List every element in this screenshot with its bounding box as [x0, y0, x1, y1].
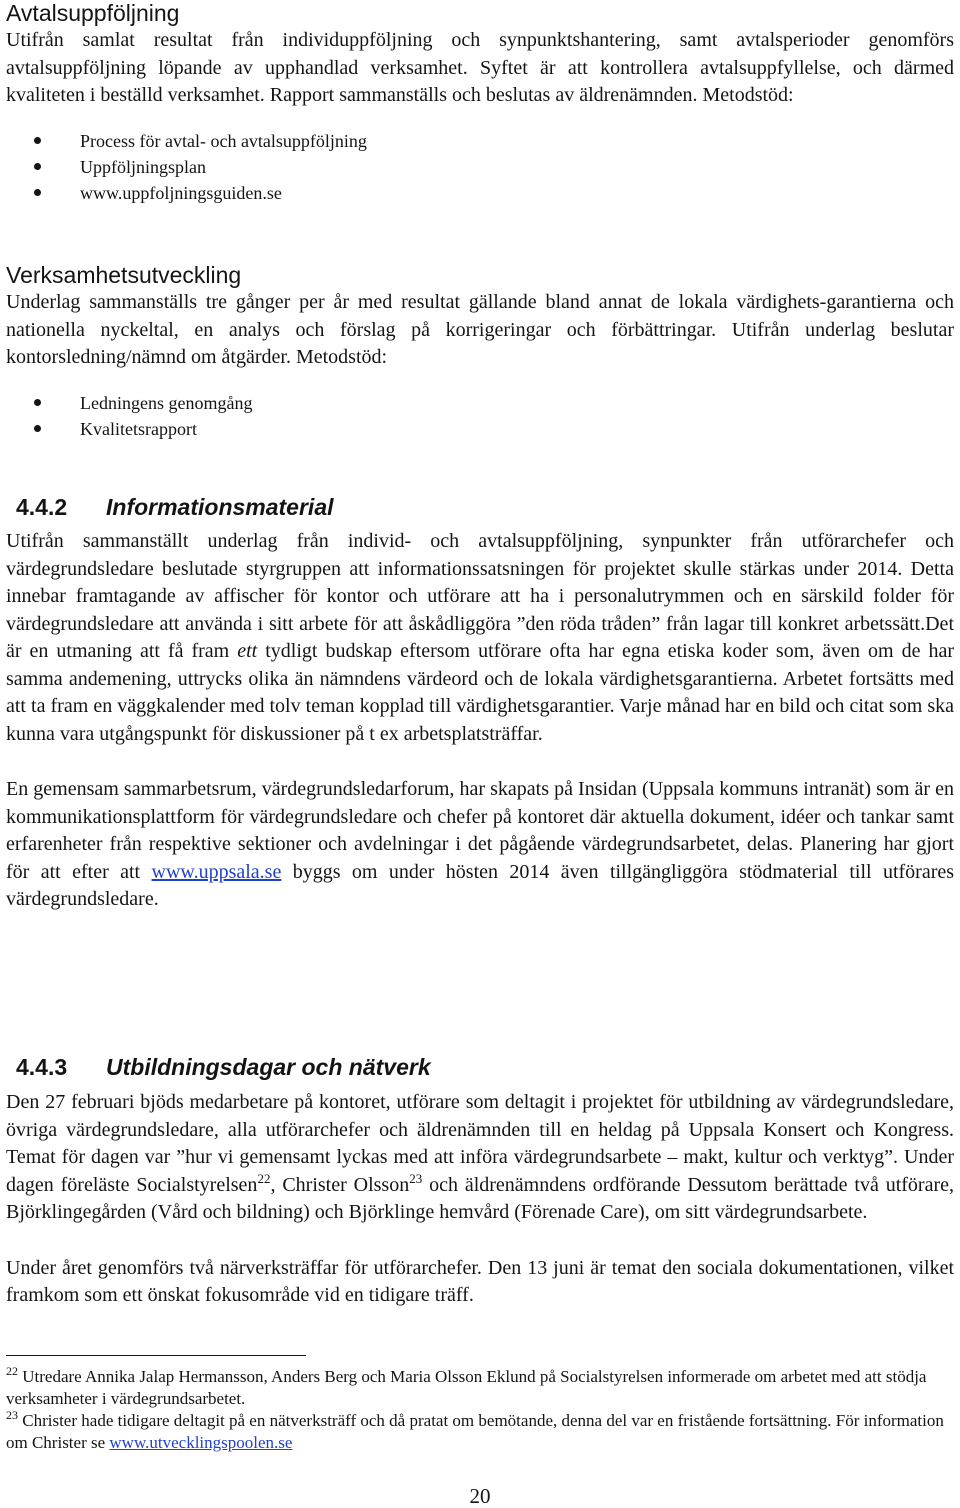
footnote-divider	[6, 1355, 306, 1356]
section-4-4-3	[6, 1054, 954, 1310]
paragraph: En gemensam sammarbetsrum, värdegrundsledarforum, har skapats på Insidan (Uppsala kommuns intranät) som är en kommunikationsplattform för värdegrundsledare och chefer på kontoret där aktuella dokument, idéer och tankar samt erfarenheter från respektive sektioner och avdelningar i det pågående värdegrundsarbetet, delas. Planering har gjort för att efter att www.uppsala.se byggs om under hösten 2014 även tillgängliggöra stödmaterial till utförares värdegrundsledare.	[6, 778, 955, 910]
footnote-ref: 23	[409, 1170, 423, 1186]
section-number: 4.4.3	[16, 1054, 68, 1080]
paragraph: Utifrån samlat resultat från individuppföljning och synpunktshantering, samt avtalsperioder genomförs avtalsuppföljning löpande av upphandlad verksamhet. Syftet är att kontrollera avtalsuppfyllelse, och därmed kvaliteten i beställd verksamhet. Rapport sammanställs och beslutas av äldrenämnden. Metodstöd:	[6, 29, 954, 107]
section-number: 4.4.2	[16, 494, 68, 520]
section-title: Informationsmaterial	[106, 494, 334, 520]
bullet-icon	[34, 399, 41, 406]
section-heading	[6, 1054, 954, 1081]
list-item: Kvalitetsrapport	[6, 416, 954, 442]
list-item: www.uppfoljningsguiden.se	[6, 180, 954, 206]
bullet-icon	[34, 425, 41, 432]
section-verksamhetsutveckling	[6, 262, 954, 442]
paragraph: Underlag sammanställs tre gånger per år med resultat gällande bland annat de lokala värdighets-garantierna och nationella nyckeltal, en analys och förslag på korrigeringar och förbättringar. Utifrån underlag beslutar kontorsledning/nämnd om åtgärder. Metodstöd:	[6, 291, 954, 369]
footnote-number: 22	[6, 1364, 18, 1378]
section-heading	[6, 494, 954, 521]
footnotes	[6, 1366, 954, 1454]
section-avtalsuppfoljning	[6, 0, 954, 206]
footnote-number: 23	[6, 1408, 18, 1422]
utvecklingspoolen-link[interactable]: www.utvecklingspoolen.se	[109, 1433, 293, 1452]
bullet-list	[6, 390, 954, 442]
section-heading: Verksamhetsutveckling	[6, 262, 242, 288]
bullet-icon	[34, 163, 41, 170]
list-item: Ledningens genomgång	[6, 390, 954, 416]
footnote: $^{22}$ Utredare Annika Jalap Hermansson, Anders Berg och Maria Olsson Eklund på Socialstyrelsen informerade om arbetet med att stödja verksamheter i värdegrundsarbetet.	[6, 1364, 927, 1408]
bullet-icon	[34, 189, 41, 196]
bullet-list	[6, 128, 954, 206]
paragraph: Utifrån sammanställt underlag från individ- och avtalsuppföljning, synpunkter från utförarchefer och värdegrundsledare beslutade styrgruppen att informationssatsningen för projektet skulle stärkas under 2014. Detta innebar framtagande av affischer för kontor och utförare att ha i personalutrymmen och en särskild folder för värdegrundsledare att använda i sitt arbete för att åskådliggöra ”den röda tråden” från lagar till konkret arbetssätt.Det är en utmaning att få fram ett tydligt budskap eftersom utförare ofta har egna etiska koder som, även om de har samma andemening, uttrycks olika än nämndens värdeord och de lokala värdighetsgarantierna. Arbetet fortsätts med att ta fram en väggkalender med tolv teman kopplad till värdighetsgarantier. Varje månad har en bild och citat som ska kunna vara utgångspunkt för diskussioner på t ex arbetsplatsträffar.	[6, 530, 954, 745]
section-title: Utbildningsdagar och nätverk	[106, 1054, 431, 1080]
list-item: Uppföljningsplan	[6, 154, 954, 180]
paragraph: Under året genomförs två närverksträffar för utförarchefer. Den 13 juni är temat den sociala dokumentationen, vilket framkom som ett önskat fokusområde vid en tidigare träff.	[6, 1256, 954, 1306]
section-heading: Avtalsuppföljning	[6, 0, 180, 26]
bullet-icon	[34, 137, 41, 144]
page-number: 20	[469, 1484, 491, 1508]
uppsala-link[interactable]: www.uppsala.se	[151, 860, 282, 883]
footnote: $^{23}$ Christer hade tidigare deltagit på en nätverksträff och då pratat om bemötande, denna del var en fristående fortsättning. För information om Christer se www.utvecklingspoolen.se	[6, 1408, 944, 1452]
list-item: Process för avtal- och avtalsuppföljning	[6, 128, 954, 154]
footnote-ref: 22	[257, 1170, 271, 1186]
section-4-4-2	[6, 494, 954, 914]
paragraph: Den 27 februari bjöds medarbetare på kontoret, utförare som deltagit i projektet för utbildning av värdegrundsledare, övriga värdegrundsledare, alla utförarchefer och äldrenämnden till en heldag på Uppsala Konsert och Kongress. Temat för dagen var ”hur vi gemensamt lyckas med att införa värdegrundsarbete – makt, kultur och verktyg”. Under dagen föreläste Socialstyrelsen$^{22}$, Christer Olsson$^{23}$ och äldrenämndens ordförande Dessutom berättade två utförare, Björklingegården (Vård och bildning) och Björklinge hemvård (Förenade Care), om sitt värdegrundsarbete.	[6, 1091, 954, 1223]
